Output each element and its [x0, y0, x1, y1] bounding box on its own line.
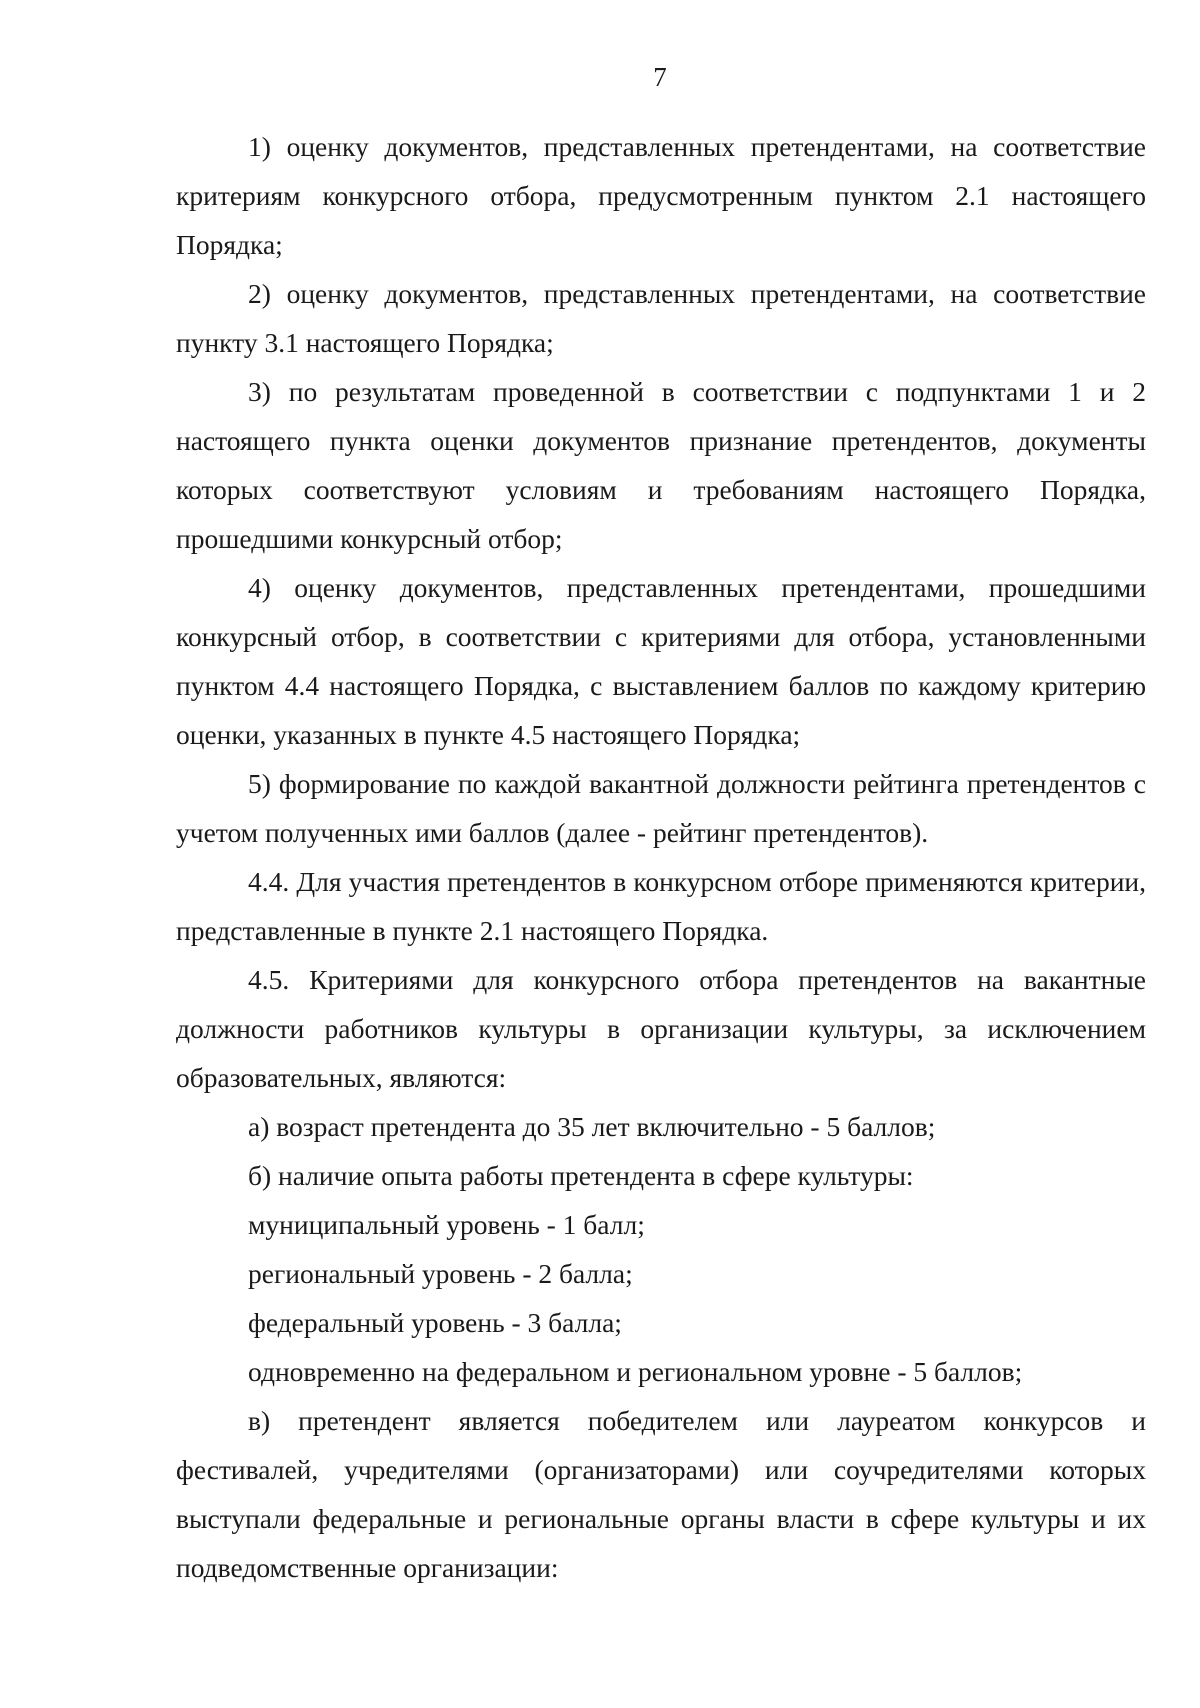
document-body: [176, 122, 1146, 1592]
criterion-b: б) наличие опыта работы претендента в сфере культуры:: [248, 1160, 914, 1191]
criterion-b-municipal: муниципальный уровень - 1 балл;: [248, 1209, 645, 1240]
paragraph-4-5: 4.5. Критериями для конкурсного отбора претендентов на вакантные должности работников культуры в организации культуры, за исключением образовательных, являются:: [176, 964, 1146, 1093]
criterion-b-federal: федеральный уровень - 3 балла;: [248, 1307, 622, 1338]
paragraph-item-1: 1) оценку документов, представленных претендентами, на соответствие критериям конкурсного отбора, предусмотренным пунктом 2.1 настоящего Порядка;: [176, 131, 1146, 260]
paragraph-4-4: 4.4. Для участия претендентов в конкурсном отборе применяются критерии, представленные в пункте 2.1 настоящего Порядка.: [176, 866, 1146, 946]
paragraph-item-4: 4) оценку документов, представленных претендентами, прошедшими конкурсный отбор, в соответствии с критериями для отбора, установленными пунктом 4.4 настоящего Порядка, с выставлением баллов по каждому критерию оценки, указанных в пункте 4.5 настоящего Порядка;: [176, 572, 1146, 750]
paragraph-item-2: 2) оценку документов, представленных претендентами, на соответствие пункту 3.1 настоящего Порядка;: [176, 278, 1146, 358]
criterion-v: в) претендент является победителем или лауреатом конкурсов и фестивалей, учредителями (организаторами) или соучредителями которых выступали федеральные и региональные органы власти в сфере культуры и их подведомственные организации:: [176, 1405, 1146, 1583]
criterion-b-combined: одновременно на федеральном и региональном уровне - 5 баллов;: [248, 1356, 1023, 1387]
criterion-b-regional: региональный уровень - 2 балла;: [248, 1258, 633, 1289]
page-number: 7: [653, 62, 667, 92]
criterion-a: а) возраст претендента до 35 лет включительно - 5 баллов;: [248, 1111, 936, 1142]
paragraph-item-3: 3) по результатам проведенной в соответствии с подпунктами 1 и 2 настоящего пункта оценки документов признание претендентов, документы которых соответствуют условиям и требованиям настоящего Порядка, прошедшими конкурсный отбор;: [176, 376, 1146, 554]
paragraph-item-5: 5) формирование по каждой вакантной должности рейтинга претендентов с учетом полученных ими баллов (далее - рейтинг претендентов).: [176, 768, 1146, 848]
